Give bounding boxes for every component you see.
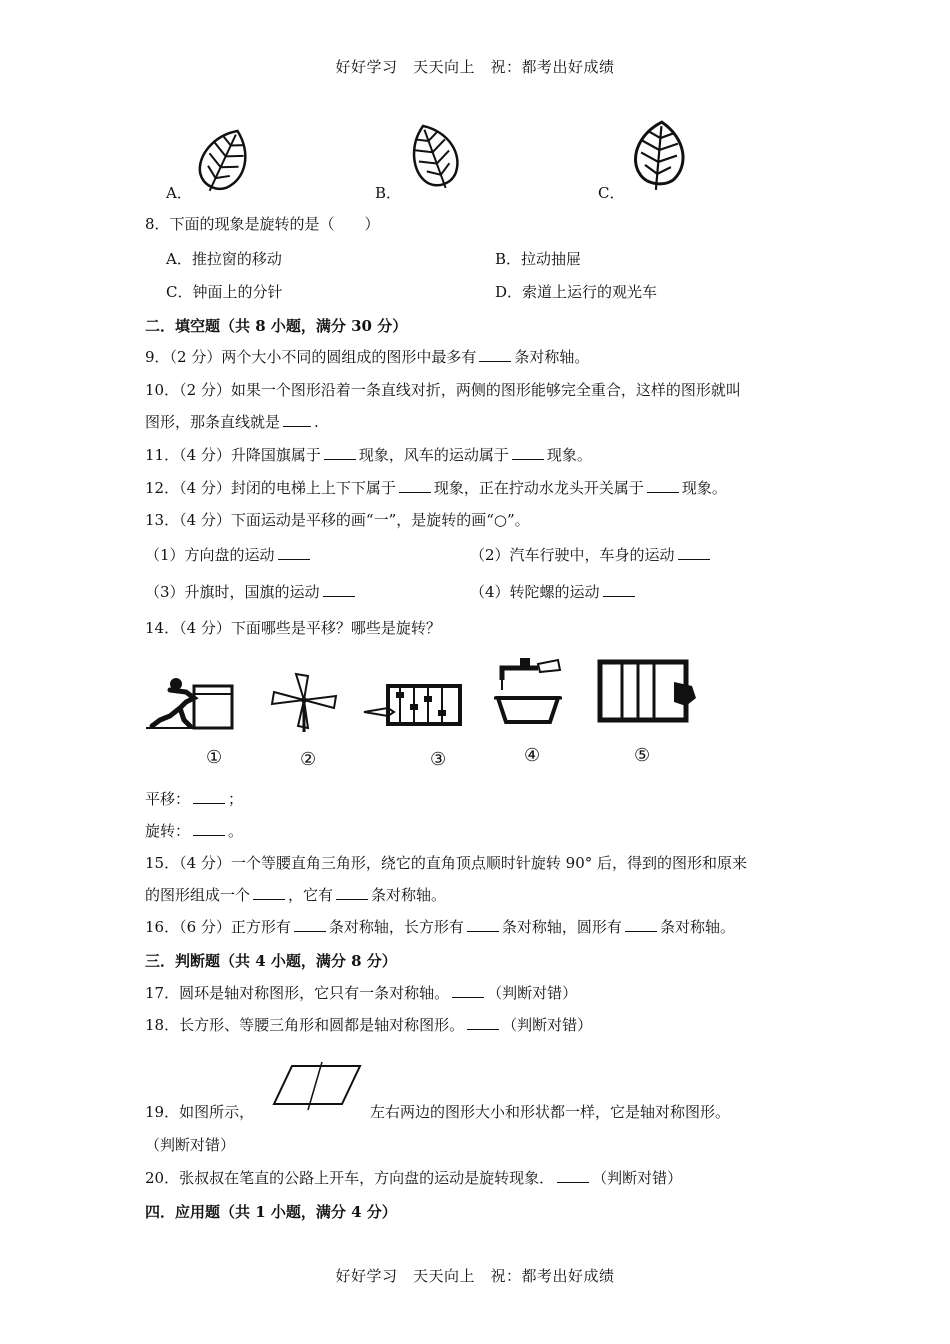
answer-blank[interactable] — [283, 412, 311, 427]
answer-blank[interactable] — [603, 582, 635, 597]
q13-part2: （2）汽车行驶中，车身的运动 — [470, 545, 713, 565]
q20: 20．张叔叔在笔直的公路上开车，方向盘的运动是旋转现象． （判断对错） — [145, 1169, 683, 1187]
answer-blank[interactable] — [467, 1015, 499, 1030]
answer-blank[interactable] — [625, 917, 657, 932]
q14-label-4: ④ — [524, 745, 541, 766]
q14-label-1: ① — [206, 747, 223, 768]
answer-blank[interactable] — [467, 917, 499, 932]
q13-part4: （4）转陀螺的运动 — [470, 582, 638, 602]
q7-option-c-label: C． — [598, 184, 625, 202]
faucet-basin-image — [488, 654, 568, 726]
answer-blank[interactable] — [512, 445, 544, 460]
q14-label-5: ⑤ — [634, 745, 651, 766]
q17: 17．圆环是轴对称图形，它只有一条对称轴。 （判断对错） — [145, 984, 578, 1002]
q13-part3: （3）升旗时，国旗的运动 — [145, 582, 358, 602]
section-3-title: 三．判断题（共 4 小题，满分 8 分） — [145, 952, 397, 970]
window-image — [596, 658, 700, 724]
section-4-title: 四．应用题（共 1 小题，满分 4 分） — [145, 1203, 397, 1221]
answer-blank[interactable] — [278, 545, 310, 560]
page-footer: 好好学习 天天向上 祝：都考出好成绩 — [335, 1267, 615, 1285]
answer-blank[interactable] — [452, 983, 484, 998]
windmill-image — [268, 670, 340, 732]
answer-blank[interactable] — [193, 789, 225, 804]
q15-line1: 15．（4 分）一个等腰直角三角形，绕它的直角顶点顺时针旋转 90° 后，得到的图形和原来 — [145, 854, 748, 872]
push-box-image — [146, 672, 238, 732]
q12: 12．（4 分）封闭的电梯上上下下属于 现象，正在拧动水龙头开关属于 现象。 — [145, 479, 727, 497]
abacus-image — [364, 682, 464, 728]
q18: 18．长方形、等腰三角形和圆都是轴对称图形。 （判断对错） — [145, 1016, 593, 1034]
q19-judge: （判断对错） — [145, 1136, 236, 1154]
answer-blank[interactable] — [479, 347, 511, 362]
answer-blank[interactable] — [678, 545, 710, 560]
answer-blank[interactable] — [647, 478, 679, 493]
q19-text: 左右两边的图形大小和形状都一样，它是轴对称图形。 — [370, 1103, 731, 1121]
answer-blank[interactable] — [253, 885, 285, 900]
answer-blank[interactable] — [399, 478, 431, 493]
q16: 16．（6 分）正方形有 条对称轴，长方形有 条对称轴，圆形有 条对称轴。 — [145, 918, 735, 936]
q7-option-a-label: A． — [166, 184, 192, 202]
answer-blank[interactable] — [557, 1168, 589, 1183]
q14-label-2: ② — [300, 749, 317, 770]
parallelogram-image — [270, 1060, 366, 1114]
q11: 11．（4 分）升降国旗属于 现象，风车的运动属于 现象。 — [145, 446, 592, 464]
q19-lead: 19．如图所示， — [145, 1103, 255, 1121]
q8-option-d: D．索道上运行的观光车 — [495, 283, 658, 301]
q14-label-3: ③ — [430, 749, 447, 770]
answer-blank[interactable] — [294, 917, 326, 932]
q14-rotate: 旋转： 。 — [145, 822, 244, 840]
q13-stem: 13．（4 分）下面运动是平移的画“一”，是旋转的画“○”。 — [145, 511, 530, 529]
page-header: 好好学习 天天向上 祝：都考出好成绩 — [335, 58, 615, 76]
q10-line2: 图形，那条直线就是 . — [145, 413, 319, 431]
answer-blank[interactable] — [193, 821, 225, 836]
q9: 9．（2 分）两个大小不同的圆组成的图形中最多有 条对称轴。 — [145, 348, 590, 366]
q14-stem: 14．（4 分）下面哪些是平移？哪些是旋转？ — [145, 619, 441, 637]
answer-blank[interactable] — [324, 445, 356, 460]
leaf-image-a — [194, 124, 254, 194]
q8-option-c: C．钟面上的分针 — [166, 283, 283, 301]
q8-option-b: B．拉动抽屉 — [495, 250, 582, 268]
answer-blank[interactable] — [336, 885, 368, 900]
q14-translate: 平移： ； — [145, 790, 244, 808]
q7-option-b-label: B． — [375, 184, 402, 202]
q13-part1: （1）方向盘的运动 — [145, 545, 313, 565]
q10-line1: 10．（2 分）如果一个图形沿着一条直线对折，两侧的图形能够完全重合，这样的图形就叫 — [145, 381, 741, 399]
q8-stem: 8．下面的现象是旋转的是（ ） — [145, 215, 380, 233]
leaf-image-b — [404, 120, 464, 192]
q8-option-a: A．推拉窗的移动 — [166, 250, 282, 268]
answer-blank[interactable] — [323, 582, 355, 597]
leaf-image-c — [626, 118, 692, 192]
q15-line2: 的图形组成一个 ，它有 条对称轴。 — [145, 886, 447, 904]
section-2-title: 二．填空题（共 8 小题，满分 30 分） — [145, 317, 408, 335]
